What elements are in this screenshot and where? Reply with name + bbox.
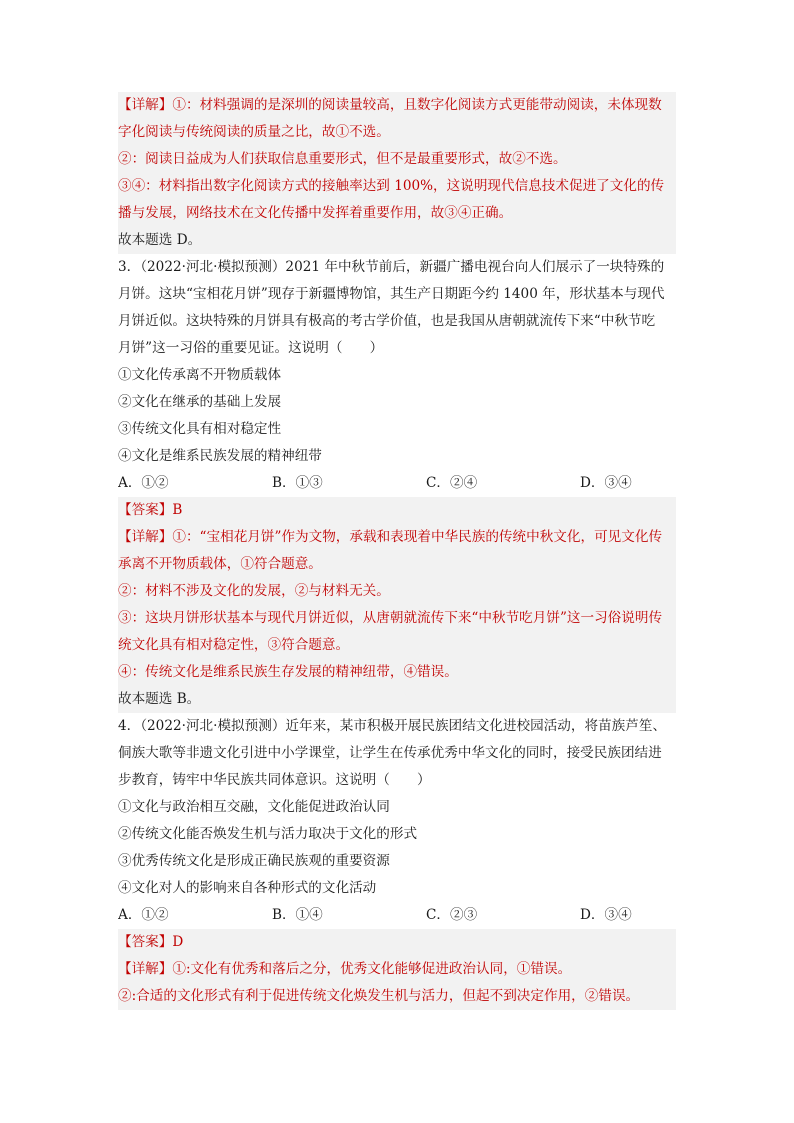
detail-tag: 【详解】	[118, 97, 173, 113]
option-b: B．①④	[272, 907, 323, 923]
answer-options	[118, 470, 676, 497]
statement-item: ②文化在继承的基础上发展	[118, 394, 282, 410]
question-4-stem: 侗族大歌等非遗文化引进中小学课堂，让学生在传承优秀中华文化的同时，接受民族团结进	[118, 745, 662, 761]
detail-line: ②：阅读日益成为人们获取信息重要形式，但不是最重要形式，故②不选。	[118, 146, 676, 173]
detail-line: 【详解】①：“宝相花月饼”作为文物，承载和表现着中华民族的传统中秋文化，可见文化传	[118, 524, 676, 551]
statement-item: ④文化对人的影响来自各种形式的文化活动	[118, 880, 377, 896]
detail-line: ②:合适的文化形式有利于促进传统文化焕发生机与活力，但起不到决定作用，②错误。	[118, 983, 676, 1010]
detail-line: 【详解】①:文化有优秀和落后之分，优秀文化能够促进政治认同，①错误。	[118, 956, 676, 983]
detail-line: 【详解】①：材料强调的是深圳的阅读量较高，且数字化阅读方式更能带动阅读，未体现数	[118, 92, 676, 119]
conclusion-line: 故本题选 B。	[118, 686, 676, 713]
answer-value: B	[172, 502, 183, 518]
document-page	[118, 92, 676, 1010]
option-c: C．②④	[426, 475, 478, 491]
statement-item: ①文化与政治相互交融，文化能促进政治认同	[118, 799, 390, 815]
option-d: D．③④	[580, 475, 632, 491]
question-4-stem: 步教育，铸牢中华民族共同体意识。这说明（ ）	[118, 772, 431, 788]
statement-item: ④文化是维系民族发展的精神纽带	[118, 448, 322, 464]
answer-options	[118, 902, 676, 929]
answer-tag: 【答案】	[118, 502, 173, 518]
answer-tag: 【答案】	[118, 934, 173, 950]
statement-item: ①文化传承离不开物质载体	[118, 367, 282, 383]
detail-line: ③：这块月饼形状基本与现代月饼近似，从唐朝就流传下来“中秋节吃月饼”这一习俗说明传	[118, 605, 676, 632]
detail-line: ③④：材料指出数字化阅读方式的接触率达到 100%，这说明现代信息技术促进了文化的传	[118, 173, 676, 200]
option-a: A．①②	[118, 907, 169, 923]
detail-tag: 【详解】	[118, 961, 173, 977]
detail-line: 字化阅读与传统阅读的质量之比，故①不选。	[118, 119, 676, 146]
answer-line	[118, 929, 676, 956]
question-3-stem: 月饼”这一习俗的重要见证。这说明（ ）	[118, 340, 384, 356]
option-a: A．①②	[118, 475, 169, 491]
detail-line: ④：传统文化是维系民族生存发展的精神纽带，④错误。	[118, 659, 676, 686]
answer-value: D	[172, 934, 184, 950]
detail-tag: 【详解】	[118, 529, 173, 545]
detail-line: 承离不开物质载体，①符合题意。	[118, 551, 676, 578]
detail-line: 统文化具有相对稳定性，③符合题意。	[118, 632, 676, 659]
option-b: B．①③	[272, 475, 323, 491]
conclusion-line: 故本题选 D。	[118, 227, 676, 254]
detail-line: 播与发展，网络技术在文化传播中发挥着重要作用，故③④正确。	[118, 200, 676, 227]
statement-item: ③优秀传统文化是形成正确民族观的重要资源	[118, 853, 390, 869]
statement-item: ③传统文化具有相对稳定性	[118, 421, 282, 437]
question-3-stem: 月饼近似。这块特殊的月饼具有极高的考古学价值，也是我国从唐朝就流传下来“中秋节吃	[118, 313, 656, 329]
question-3-stem: 月饼。这块“宝相花月饼”现存于新疆博物馆，其生产日期距今约 1400 年，形状基本与现代	[118, 286, 665, 302]
question-3-stem: 3．（2022·河北·模拟预测）2021 年中秋节前后，新疆广播电视台向人们展示了一块特殊的	[118, 259, 665, 275]
answer-line	[118, 497, 676, 524]
option-d: D．③④	[580, 907, 632, 923]
detail-line: ②：材料不涉及文化的发展，②与材料无关。	[118, 578, 676, 605]
option-c: C．②③	[426, 907, 478, 923]
question-4-stem: 4．（2022·河北·模拟预测）近年来，某市积极开展民族团结文化进校园活动，将苗族芦笙、	[118, 718, 667, 734]
statement-item: ②传统文化能否焕发生机与活力取决于文化的形式	[118, 826, 418, 842]
